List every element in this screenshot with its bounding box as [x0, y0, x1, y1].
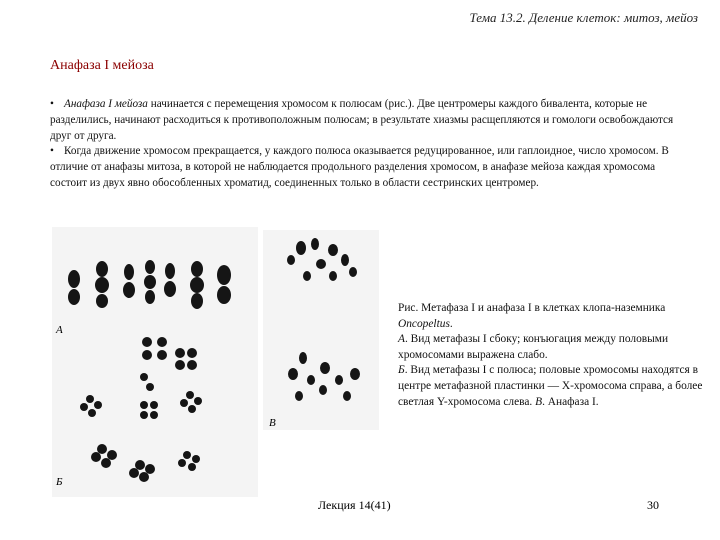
section-title: Анафаза I мейоза [50, 58, 154, 73]
micrograph-a-b-drawing [52, 227, 258, 497]
paragraph-2 [50, 144, 680, 191]
paragraph-1-text: начинается с перемещения хромосом к полюсам (рис.). Две центромеры каждого бивалента, которые не разделились, начинают расходиться к противоположным полюсам; в результате хиазмы расщепляются и гомологи освобождаются друг от друга. [50, 98, 674, 142]
paragraph-2-text: Когда движение хромосом прекращается, у каждого полюса оказывается редуцированное, или гаплоидное, число хромосом. В отличие от анафазы митоза, в которой не наблюдается продольного разделения хромосом, в анафазе мейоза каждая хромосома состоит из двух явно обособленных хроматид, соединенных только в области сестринских центромер. [50, 145, 669, 189]
caption-a-label: А [398, 333, 405, 346]
body-text [50, 97, 680, 192]
micrograph-v-drawing [263, 230, 379, 430]
caption-species: Oncopeltus [398, 317, 450, 330]
panel-v-chromosomes [287, 238, 360, 401]
caption-v-text: . Анафаза I. [542, 395, 599, 408]
caption-v-label: В [535, 395, 543, 408]
bullet-1: • [50, 98, 54, 110]
label-v: В [269, 417, 276, 429]
caption-line1-end: . [449, 317, 453, 330]
caption-b-label: Б [398, 364, 405, 377]
caption-text [398, 301, 703, 410]
micrograph-metaphase-side-and-pole [52, 227, 258, 497]
caption-b-text: . Вид метафазы I с полюса; половые хромосомы находятся в центре метафазной пластинки — X-хромосома справа, а более светлая Y-хромосома слева. [398, 364, 703, 408]
panel-a-chromosomes [68, 260, 231, 309]
label-a: А [56, 324, 63, 336]
footer-lecture: Лекция 14(41) [318, 498, 391, 512]
panel-b-chromosomes [80, 337, 202, 482]
figure-caption [398, 301, 703, 410]
slide-topic-header: Тема 13.2. Деление клеток: митоз, мейоз [469, 10, 698, 25]
micrograph-anaphase-i [263, 230, 379, 430]
caption-line1: Рис. Метафаза I и анафаза I в клетках клопа-наземника [398, 302, 666, 314]
bullet-2: • [50, 145, 54, 158]
label-b: Б [56, 476, 63, 488]
caption-a-text: . Вид метафазы I сбоку; конъюгация между половыми хромосомами выражена слабо. [398, 333, 669, 361]
paragraph-1-lead: Анафаза I мейоза [64, 98, 148, 110]
paragraph-1 [50, 97, 680, 144]
page-number: 30 [647, 498, 659, 512]
